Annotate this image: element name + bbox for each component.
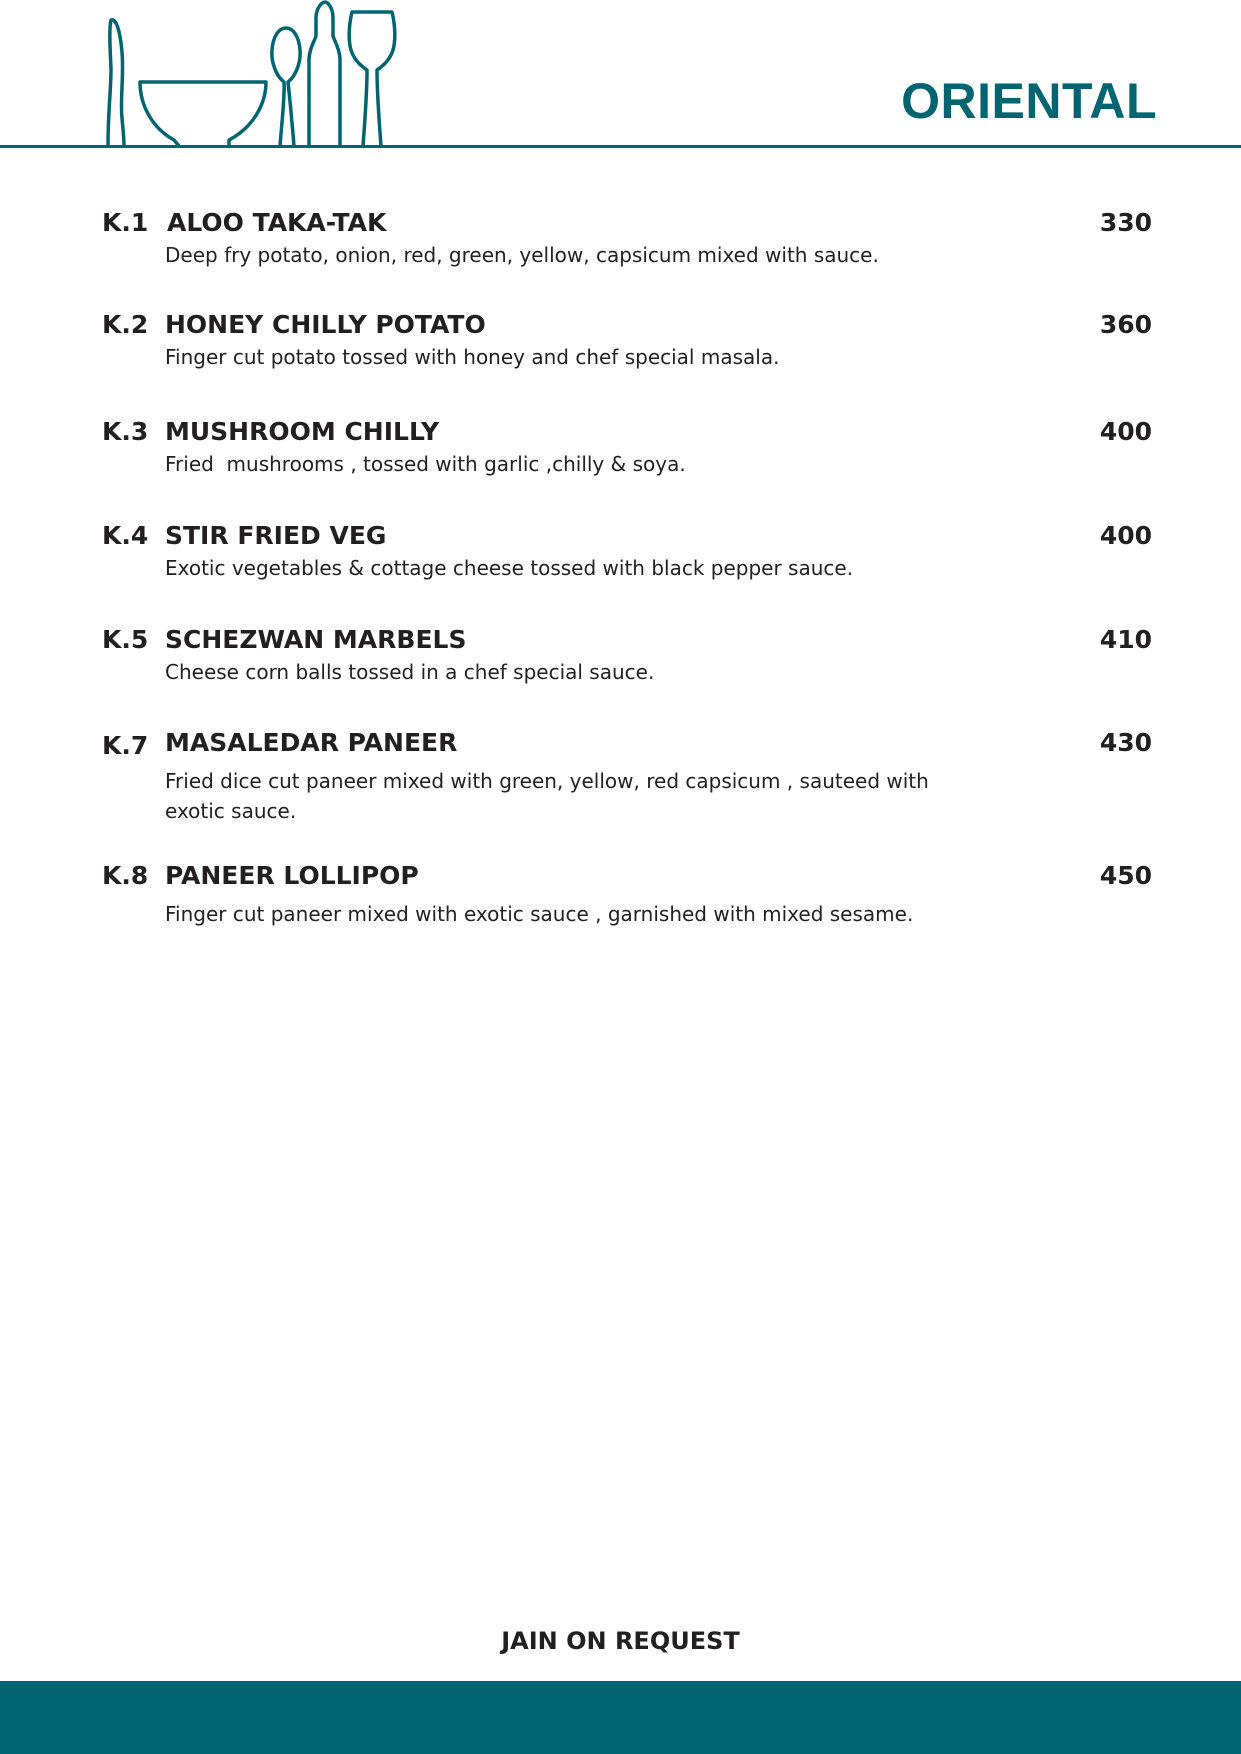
- item-description: Finger cut potato tossed with honey and chef special masala.: [165, 345, 780, 369]
- item-code: K.3: [102, 417, 149, 446]
- bowl-icon: [140, 82, 266, 146]
- item-code: K.1: [102, 208, 149, 237]
- item-description: Finger cut paneer mixed with exotic sauce , garnished with mixed sesame.: [165, 902, 914, 926]
- item-price: 330: [1099, 208, 1152, 237]
- spoon-icon: [272, 28, 300, 146]
- item-price: 430: [1099, 728, 1152, 757]
- item-description: Deep fry potato, onion, red, green, yellow, capsicum mixed with sauce.: [165, 243, 879, 267]
- item-name: STIR FRIED VEG: [165, 521, 387, 550]
- item-price: 360: [1099, 310, 1152, 339]
- item-code: K.5: [102, 625, 149, 654]
- item-name: ALOO TAKA-TAK: [167, 208, 387, 237]
- item-name: SCHEZWAN MARBELS: [165, 625, 467, 654]
- item-code: K.8: [102, 861, 149, 890]
- item-code: K.4: [102, 521, 149, 550]
- knife-icon: [108, 20, 124, 146]
- item-price: 410: [1099, 625, 1152, 654]
- item-description: Cheese corn balls tossed in a chef special sauce.: [165, 660, 655, 684]
- item-name: MUSHROOM CHILLY: [165, 417, 440, 446]
- wine-glass-icon: [349, 12, 395, 146]
- item-price: 400: [1099, 417, 1152, 446]
- bottle-icon: [309, 2, 340, 146]
- item-price: 400: [1099, 521, 1152, 550]
- jain-on-request-note: JAIN ON REQUEST: [501, 1627, 740, 1655]
- item-code: K.7: [102, 731, 149, 760]
- item-name: PANEER LOLLIPOP: [165, 861, 419, 890]
- item-description: Fried mushrooms , tossed with garlic ,chilly & soya.: [165, 452, 686, 476]
- item-name: HONEY CHILLY POTATO: [165, 310, 486, 339]
- item-price: 450: [1099, 861, 1152, 890]
- item-name: MASALEDAR PANEER: [165, 728, 458, 757]
- item-description: Fried dice cut paneer mixed with green, yellow, red capsicum , sauteed with exotic sauce.: [165, 769, 929, 823]
- page-title: ORIENTAL: [901, 73, 1157, 129]
- header-divider: [0, 145, 1241, 148]
- item-description: Exotic vegetables & cottage cheese tossed with black pepper sauce.: [165, 556, 854, 580]
- item-code: K.2: [102, 310, 149, 339]
- footer-bar: [0, 1681, 1241, 1754]
